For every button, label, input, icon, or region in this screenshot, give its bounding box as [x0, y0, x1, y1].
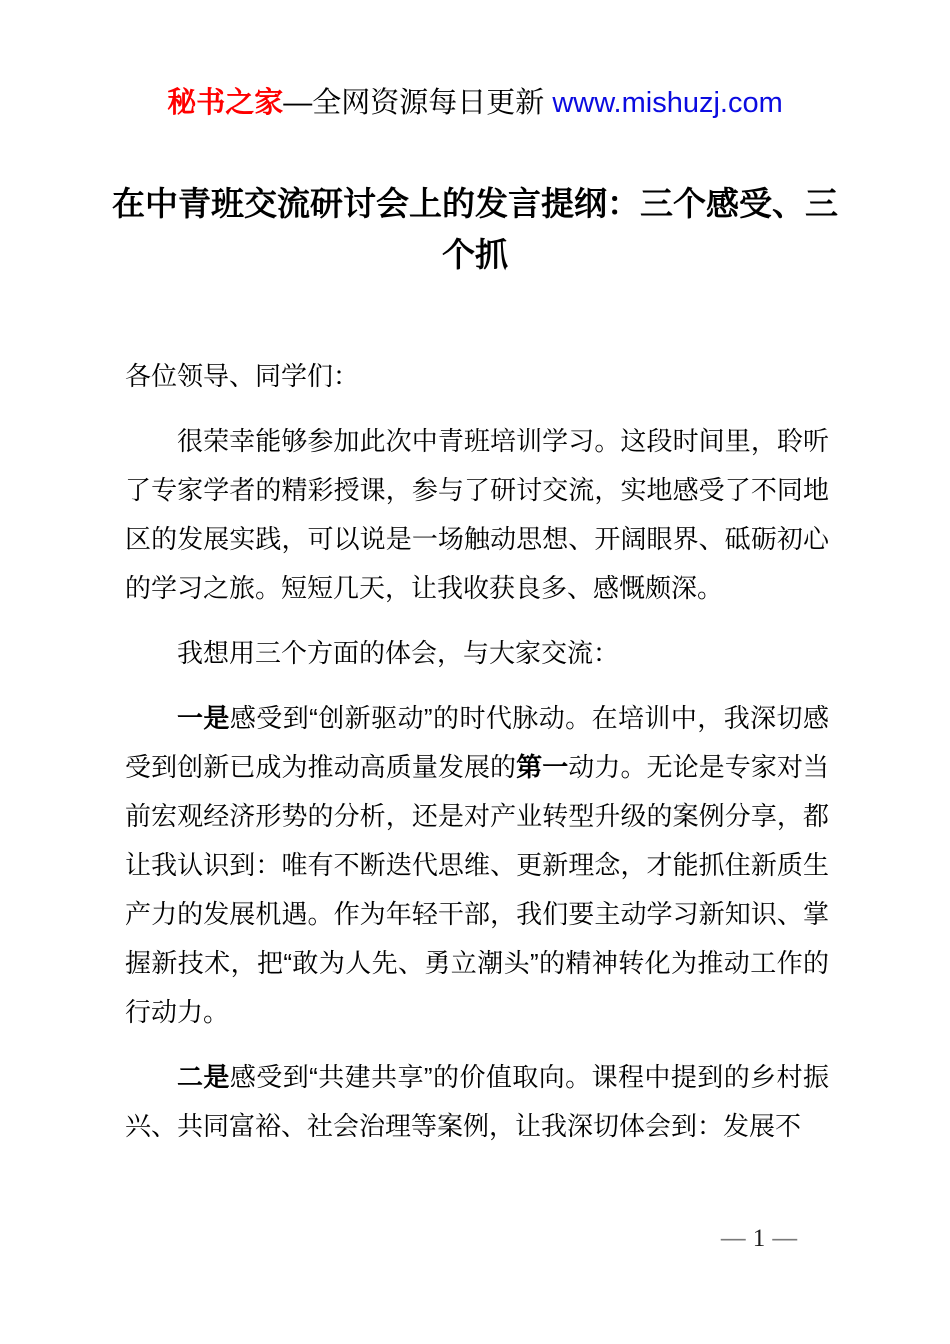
- site-url-link[interactable]: www.mishuzj.com: [552, 87, 783, 119]
- page-footer: [659, 1220, 859, 1257]
- paragraph: [125, 352, 829, 401]
- footer-dash-right: —: [772, 1224, 798, 1252]
- text-run: 动力。无论是专家对当前宏观经济形势的分析，还是对产业转型升级的案例分享，都让我认识到：唯有不断迭代思维、更新理念，才能抓住新质生产力的发展机遇。作为年轻干部，我们要主动学习新知识、掌握新技术，把“敢为人先、勇立潮头”的精神转化为推动工作的行动力。: [125, 752, 829, 1027]
- text-run: 很荣幸能够参加此次中青班培训学习。这段时间里，聆听了专家学者的精彩授课，参与了研讨交流，实地感受了不同地区的发展实践，可以说是一场触动思想、开阔眼界、砥砺初心的学习之旅。短短几天，让我收获良多、感慨颇深。: [125, 426, 829, 603]
- page-number: 1: [752, 1225, 766, 1252]
- document-body: [125, 352, 829, 1167]
- text-run: 我想用三个方面的体会，与大家交流：: [177, 638, 620, 668]
- bold-text-run: 二是: [177, 1062, 230, 1092]
- paragraph: [125, 629, 829, 678]
- paragraph: [125, 417, 829, 613]
- paragraph: [125, 694, 829, 1037]
- footer-dash-left: —: [720, 1224, 746, 1252]
- bold-text-run: 第一: [516, 752, 569, 782]
- paragraph: [125, 1053, 829, 1151]
- bold-text-run: 一是: [177, 703, 230, 733]
- text-run: 感受到“创新驱动”的时代脉动。在培训中，我深切感受到创新已成为推动高质量发展的: [125, 703, 829, 782]
- text-run: 各位领导、同学们：: [125, 361, 360, 391]
- site-tagline: —全网资源每日更新: [283, 87, 553, 119]
- site-name: 秘书之家: [167, 87, 284, 119]
- document-title: 在中青班交流研讨会上的发言提纲：三个感受、三个抓: [112, 185, 838, 273]
- text-run: 感受到“共建共享”的价值取向。课程中提到的乡村振兴、共同富裕、社会治理等案例，让我深切体会到：发展不: [125, 1062, 829, 1141]
- site-header: [0, 83, 950, 123]
